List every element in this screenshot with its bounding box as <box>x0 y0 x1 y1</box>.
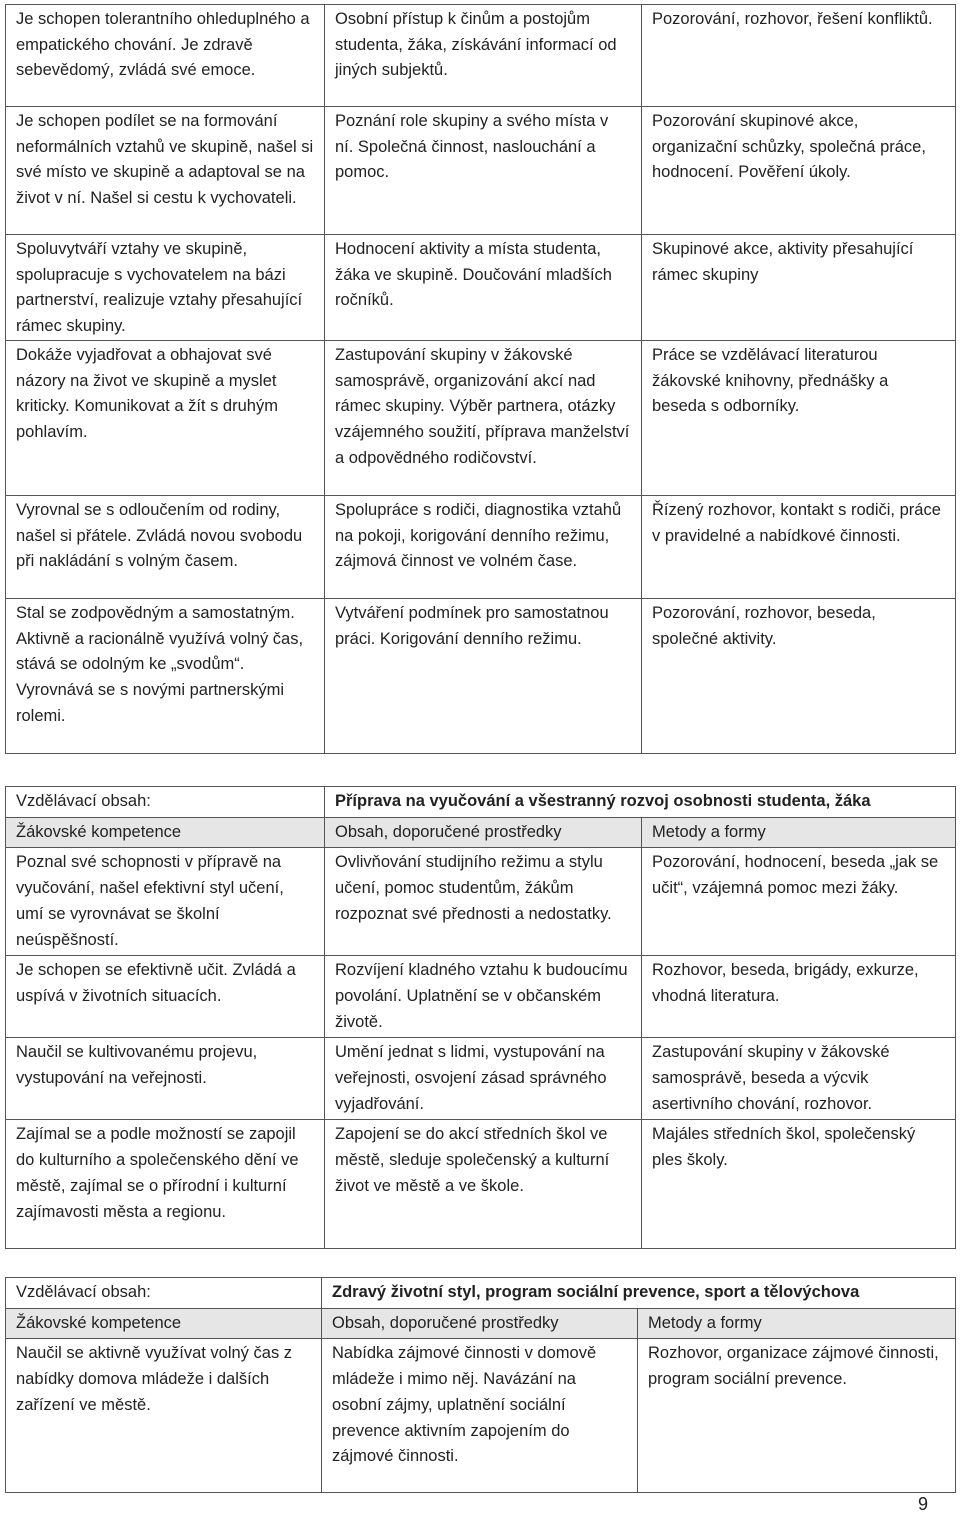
content-cell: Vytváření podmínek pro samostatnou práci. Korigování denního režimu. <box>325 598 642 753</box>
header-competences: Žákovské kompetence <box>6 1308 322 1339</box>
methods-cell: Zastupování skupiny v žákovské samosprávě, beseda a výcvik asertivního chování, rozhovor. <box>642 1038 956 1120</box>
methods-cell: Majáles středních škol, společenský ples školy. <box>642 1120 956 1249</box>
table-row <box>6 956 956 1038</box>
content-cell: Zapojení se do akcí středních škol ve městě, sleduje společenský a kulturní život ve městě a ve škole. <box>325 1120 642 1249</box>
table-row <box>6 5 956 107</box>
header-competences: Žákovské kompetence <box>6 817 325 848</box>
table-row <box>6 1120 956 1249</box>
header-content: Obsah, doporučené prostředky <box>322 1308 638 1339</box>
table-row <box>6 1038 956 1120</box>
table-row <box>6 495 956 598</box>
content-cell: Rozvíjení kladného vztahu k budoucímu povolání. Uplatnění se v občanském životě. <box>325 956 642 1038</box>
competence-cell: Spoluvytváří vztahy ve skupině, spolupracuje s vychovatelem na bázi partnerství, realizuje vztahy přesahující rámec skupiny. <box>6 235 325 341</box>
competence-cell: Vyrovnal se s odloučením od rodiny, našel si přátele. Zvládá novou svobodu při nakládání s volným časem. <box>6 495 325 598</box>
header-methods: Metody a formy <box>642 817 956 848</box>
table-row <box>6 235 956 341</box>
header-methods: Metody a formy <box>638 1308 956 1339</box>
table-row <box>6 107 956 235</box>
content-cell: Poznání role skupiny a svého místa v ní. Společná činnost, naslouchání a pomoc. <box>325 107 642 235</box>
content-cell: Spolupráce s rodiči, diagnostika vztahů na pokoji, korigování denního režimu, zájmová činnost ve volném čase. <box>325 495 642 598</box>
competence-cell: Je schopen tolerantního ohleduplného a empatického chování. Je zdravě sebevědomý, zvládá své emoce. <box>6 5 325 107</box>
competence-cell: Je schopen podílet se na formování neformálních vztahů ve skupině, našel si své místo ve skupině a adaptoval se na život v ní. Našel si cestu k vychovateli. <box>6 107 325 235</box>
methods-cell: Skupinové akce, aktivity přesahující rámec skupiny <box>642 235 956 341</box>
table-row <box>6 1339 956 1493</box>
methods-cell: Řízený rozhovor, kontakt s rodiči, práce v pravidelné a nabídkové činnosti. <box>642 495 956 598</box>
table-zdravy-zivotni-styl <box>5 1277 956 1493</box>
table-title-row <box>6 787 956 818</box>
content-cell: Nabídka zájmové činnosti v domově mládeže i mimo něj. Navázání na osobní zájmy, uplatnění sociální prevence aktivním zapojením do zájmové činnosti. <box>322 1339 638 1493</box>
educational-content-title: Zdravý životní styl, program sociální prevence, sport a tělovýchova <box>322 1278 956 1309</box>
educational-content-label: Vzdělávací obsah: <box>6 1278 322 1309</box>
methods-cell: Rozhovor, beseda, brigády, exkurze, vhodná literatura. <box>642 956 956 1038</box>
educational-content-label: Vzdělávací obsah: <box>6 787 325 818</box>
table-row <box>6 340 956 495</box>
table-header-row <box>6 817 956 848</box>
competence-cell: Dokáže vyjadřovat a obhajovat své názory na život ve skupině a myslet kriticky. Komunikovat a žít s druhým pohlavím. <box>6 340 325 495</box>
educational-content-title: Příprava na vyučování a všestranný rozvoj osobnosti studenta, žáka <box>325 787 956 818</box>
table-continuation <box>5 4 956 754</box>
competence-cell: Je schopen se efektivně učit. Zvládá a uspívá v životních situacích. <box>6 956 325 1038</box>
table-priprava-na-vyucovani <box>5 786 956 1249</box>
content-cell: Ovlivňování studijního režimu a stylu učení, pomoc studentům, žákům rozpoznat své přednosti a nedostatky. <box>325 848 642 956</box>
methods-cell: Pozorování, rozhovor, beseda, společné aktivity. <box>642 598 956 753</box>
competence-cell: Poznal své schopnosti v přípravě na vyučování, našel efektivní styl učení, umí se vyrovnávat se školní neúspěšností. <box>6 848 325 956</box>
content-cell: Umění jednat s lidmi, vystupování na veřejnosti, osvojení zásad správného vyjadřování. <box>325 1038 642 1120</box>
content-cell: Osobní přístup k činům a postojům studenta, žáka, získávání informací od jiných subjektů. <box>325 5 642 107</box>
competence-cell: Zajímal se a podle možností se zapojil do kulturního a společenského dění ve městě, zajímal se o přírodní i kulturní zajímavosti města a regionu. <box>6 1120 325 1249</box>
methods-cell: Pozorování, hodnocení, beseda „jak se učit“, vzájemná pomoc mezi žáky. <box>642 848 956 956</box>
header-content: Obsah, doporučené prostředky <box>325 817 642 848</box>
competence-cell: Naučil se aktivně využívat volný čas z nabídky domova mládeže i dalších zařízení ve městě. <box>6 1339 322 1493</box>
competence-cell: Naučil se kultivovanému projevu, vystupování na veřejnosti. <box>6 1038 325 1120</box>
table-row <box>6 848 956 956</box>
content-cell: Hodnocení aktivity a místa studenta, žáka ve skupině. Doučování mladších ročníků. <box>325 235 642 341</box>
competence-cell: Stal se zodpovědným a samostatným. Aktivně a racionálně využívá volný čas, stává se odolným ke „svodům“. Vyrovnává se s novými partnerskými rolemi. <box>6 598 325 753</box>
table-header-row <box>6 1308 956 1339</box>
methods-cell: Pozorování, rozhovor, řešení konfliktů. <box>642 5 956 107</box>
table-title-row <box>6 1278 956 1309</box>
page-number: 9 <box>917 1494 928 1514</box>
methods-cell: Práce se vzdělávací literaturou žákovské knihovny, přednášky a beseda s odborníky. <box>642 340 956 495</box>
methods-cell: Pozorování skupinové akce, organizační schůzky, společná práce, hodnocení. Pověření úkoly. <box>642 107 956 235</box>
table-row <box>6 598 956 753</box>
methods-cell: Rozhovor, organizace zájmové činnosti, program sociální prevence. <box>638 1339 956 1493</box>
content-cell: Zastupování skupiny v žákovské samosprávě, organizování akcí nad rámec skupiny. Výběr partnera, otázky vzájemného soužití, příprava manželství a odpovědného rodičovství. <box>325 340 642 495</box>
